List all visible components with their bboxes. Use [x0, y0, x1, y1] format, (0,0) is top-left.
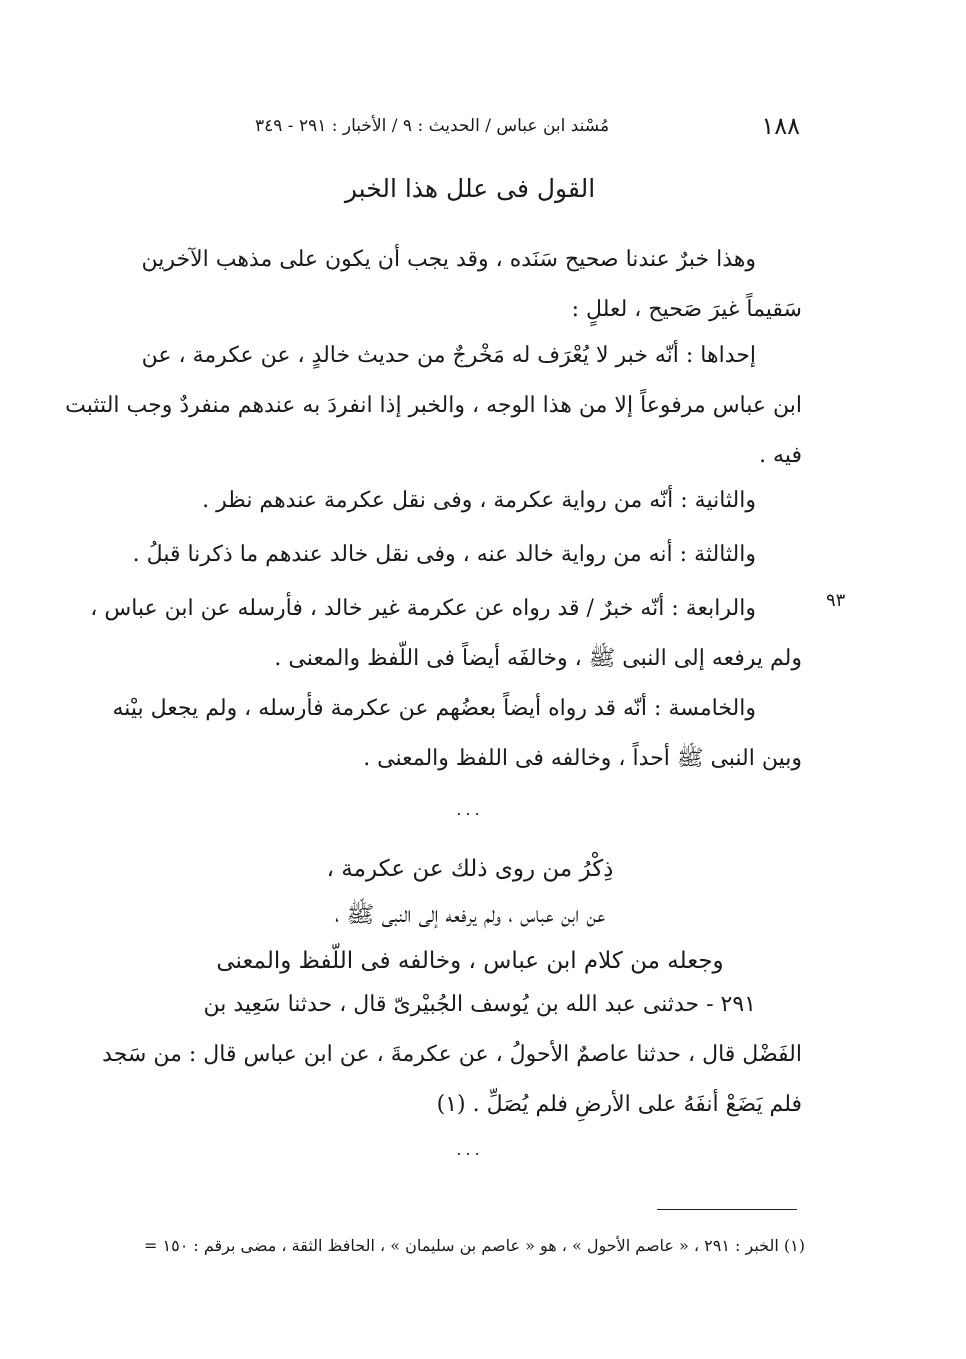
paragraph-line: سَقيماً غيرَ صَحيح ، لعللٍ :	[571, 297, 802, 322]
subheading-line: ذِكْرُ من روى ذلك عن عكرمة ،	[326, 856, 614, 882]
section-title: القول فى علل هذا الخبر	[344, 174, 596, 203]
paragraph-line: ٢٩١ - حدثنى عبد الله بن يُوسف الجُبيْرىّ قال ، حدثنا سَعِيد بن	[203, 992, 756, 1017]
margin-page-reference: ٩٣	[826, 590, 846, 611]
paragraph-line: ولم يرفعه إلى النبى ﷺ ، وخالفَه أيضاً فى اللّفظ والمعنى .	[274, 646, 802, 671]
first-reason-paragraph	[65, 331, 802, 481]
second-reason-paragraph	[140, 476, 802, 526]
hadith-paragraph	[102, 980, 802, 1130]
section-separator: ...	[456, 1140, 484, 1159]
footnote: (١) الخبر : ٢٩١ ، « عاصم الأحول » ، هو « عاصم بن سليمان » ، الحافظ الثقة ، مضى برقم : ١٥٠ =	[144, 1236, 805, 1255]
paragraph-line: فلم يَضَعْ أنفَهُ على الأرضِ فلم يُصَلِّ . (١)	[436, 1092, 802, 1117]
paragraph-line: وهذا خبرٌ عندنا صحيح سَنَده ، وقد يجب أن يكون على مذهب الآخرين	[141, 247, 756, 272]
page-number: ١٨٨	[761, 112, 800, 140]
subheading-block	[140, 846, 800, 984]
paragraph-line: والثالثة : أنه من رواية خالد عنه ، وفى نقل خالد عندهم ما ذكرنا قبلُ .	[132, 542, 756, 567]
fourth-reason-paragraph	[90, 584, 802, 684]
third-reason-paragraph	[132, 530, 802, 580]
subheading-line: وجعله من كلام ابن عباس ، وخالفه فى اللّفظ والمعنى	[216, 948, 724, 974]
paragraph-line: إحداها : أنّه خبر لا يُعْرَف له مَخْرجٌ من حديث خالدٍ ، عن عكرمة ، عن	[141, 343, 756, 368]
section-separator: ...	[456, 800, 484, 819]
fifth-reason-paragraph	[112, 684, 802, 784]
paragraph-line: فيه .	[759, 443, 802, 468]
running-head: مُسْند ابن عباس / الحديث : ٩ / الأخبار : ٢٩١ - ٣٤٩	[255, 116, 610, 136]
paragraph-line: والثانية : أنّه من رواية عكرمة ، وفى نقل عكرمة عندهم نظر .	[202, 488, 756, 513]
paragraph-line: والخامسة : أنّه قد رواه أيضاً بعضُهم عن عكرمة فأرسله ، ولم يجعل بيْنه	[112, 696, 756, 721]
paragraph-line: والرابعة : أنّه خبرٌ / قد رواه عن عكرمة غير خالد ، فأرسله عن ابن عباس ،	[90, 596, 756, 621]
page-header	[255, 112, 800, 142]
paragraph-line: الفَضْل قال ، حدثنا عاصمٌ الأحولُ ، عن عكرمةَ ، عن ابن عباس قال : من سَجد	[102, 1042, 802, 1067]
subheading-line: عن ابن عباس ، ولم يرفعه إلى النبى ﷺ ،	[334, 902, 606, 928]
intro-paragraph	[140, 235, 802, 335]
paragraph-line: وبين النبى ﷺ أحداً ، وخالفه فى اللفظ والمعنى .	[363, 746, 802, 771]
paragraph-line: ابن عباس مرفوعاً إلا من هذا الوجه ، والخبر إذا انفردَ به عندهم منفردٌ وجب التثبت	[65, 393, 802, 418]
footnote-divider	[657, 1209, 797, 1210]
